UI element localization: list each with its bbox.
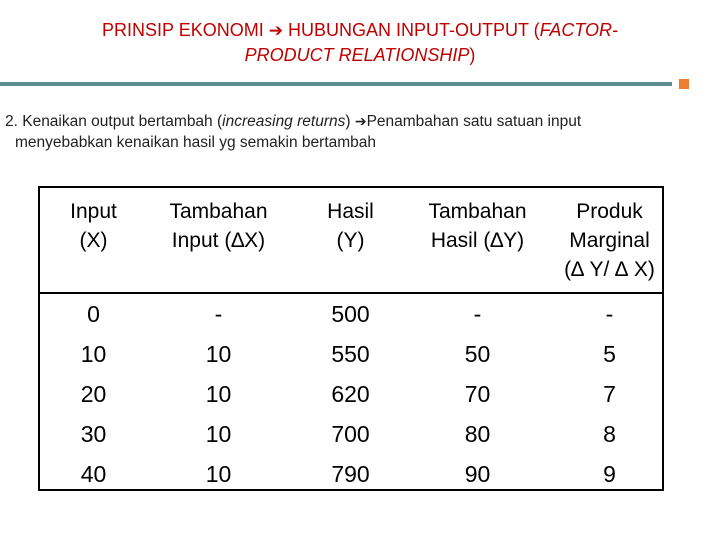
column-values <box>31 294 156 494</box>
table-cell: 5 <box>603 341 616 367</box>
column-values <box>288 294 413 494</box>
subtitle-line-2: menyebabkan kenaikan hasil yg semakin bertambah <box>15 134 377 151</box>
table-cell: 90 <box>464 461 491 487</box>
header-line: Hasil (∆Y) <box>430 229 525 252</box>
table-cell: - <box>605 301 614 327</box>
header-line: Produk <box>576 200 643 223</box>
header-line: Input (∆X) <box>171 229 266 252</box>
column-values <box>415 294 540 494</box>
column-header <box>547 197 672 284</box>
column-values <box>156 294 281 494</box>
subtitle-text-1: 2. Kenaikan output bertambah ( <box>5 113 223 130</box>
table-cell: 10 <box>205 461 232 487</box>
header-line: Marginal <box>569 229 650 252</box>
table-cell: 9 <box>603 461 616 487</box>
table-cell: - <box>214 301 223 327</box>
column-header <box>156 197 281 255</box>
data-table <box>38 186 664 491</box>
header-line: (Y) <box>336 229 365 252</box>
subtitle <box>5 111 715 153</box>
title-text-1: PRINSIP EKONOMI <box>102 20 269 40</box>
column-header <box>415 197 540 255</box>
page-title <box>40 18 680 68</box>
table-cell: 8 <box>603 421 616 447</box>
arrow-right-icon: ➔ <box>354 113 367 129</box>
table-cell: 40 <box>80 461 107 487</box>
title-italic-1: FACTOR- <box>539 20 618 40</box>
header-line: Hasil <box>327 200 374 223</box>
header-line: Tambahan <box>428 200 527 223</box>
column-values <box>547 294 672 494</box>
title-italic-2: PRODUCT RELATIONSHIP <box>244 45 470 65</box>
table-cell: - <box>473 301 482 327</box>
table-cell: 790 <box>331 461 370 487</box>
table-cell: 500 <box>331 301 370 327</box>
header-line: (∆ Y/ ∆ X) <box>564 258 655 281</box>
table-cell: 550 <box>331 341 370 367</box>
table-cell: 7 <box>603 381 616 407</box>
table-cell: 10 <box>205 381 232 407</box>
title-text-2: HUBUNGAN INPUT-OUTPUT ( <box>282 20 540 40</box>
header-line: Input <box>70 200 117 223</box>
table-cell: 10 <box>205 421 232 447</box>
column-header <box>288 197 413 255</box>
table-cell: 20 <box>80 381 107 407</box>
header-line: (X) <box>79 229 108 252</box>
table-cell: 0 <box>87 301 100 327</box>
title-divider <box>0 82 672 86</box>
column-header <box>31 197 156 255</box>
subtitle-italic: increasing returns <box>222 113 346 130</box>
table-cell: 10 <box>80 341 107 367</box>
header-line: Tambahan <box>169 200 268 223</box>
table-cell: 700 <box>331 421 370 447</box>
subtitle-text-3: Penambahan satu satuan input <box>366 113 582 130</box>
title-close: ) <box>469 45 476 65</box>
table-cell: 80 <box>464 421 491 447</box>
table-cell: 30 <box>80 421 107 447</box>
table-cell: 620 <box>331 381 370 407</box>
accent-square <box>679 79 689 89</box>
table-cell: 70 <box>464 381 491 407</box>
table-cell: 50 <box>464 341 491 367</box>
subtitle-text-2: ) <box>345 113 355 130</box>
table-cell: 10 <box>205 341 232 367</box>
arrow-right-icon: ➔ <box>268 21 283 40</box>
